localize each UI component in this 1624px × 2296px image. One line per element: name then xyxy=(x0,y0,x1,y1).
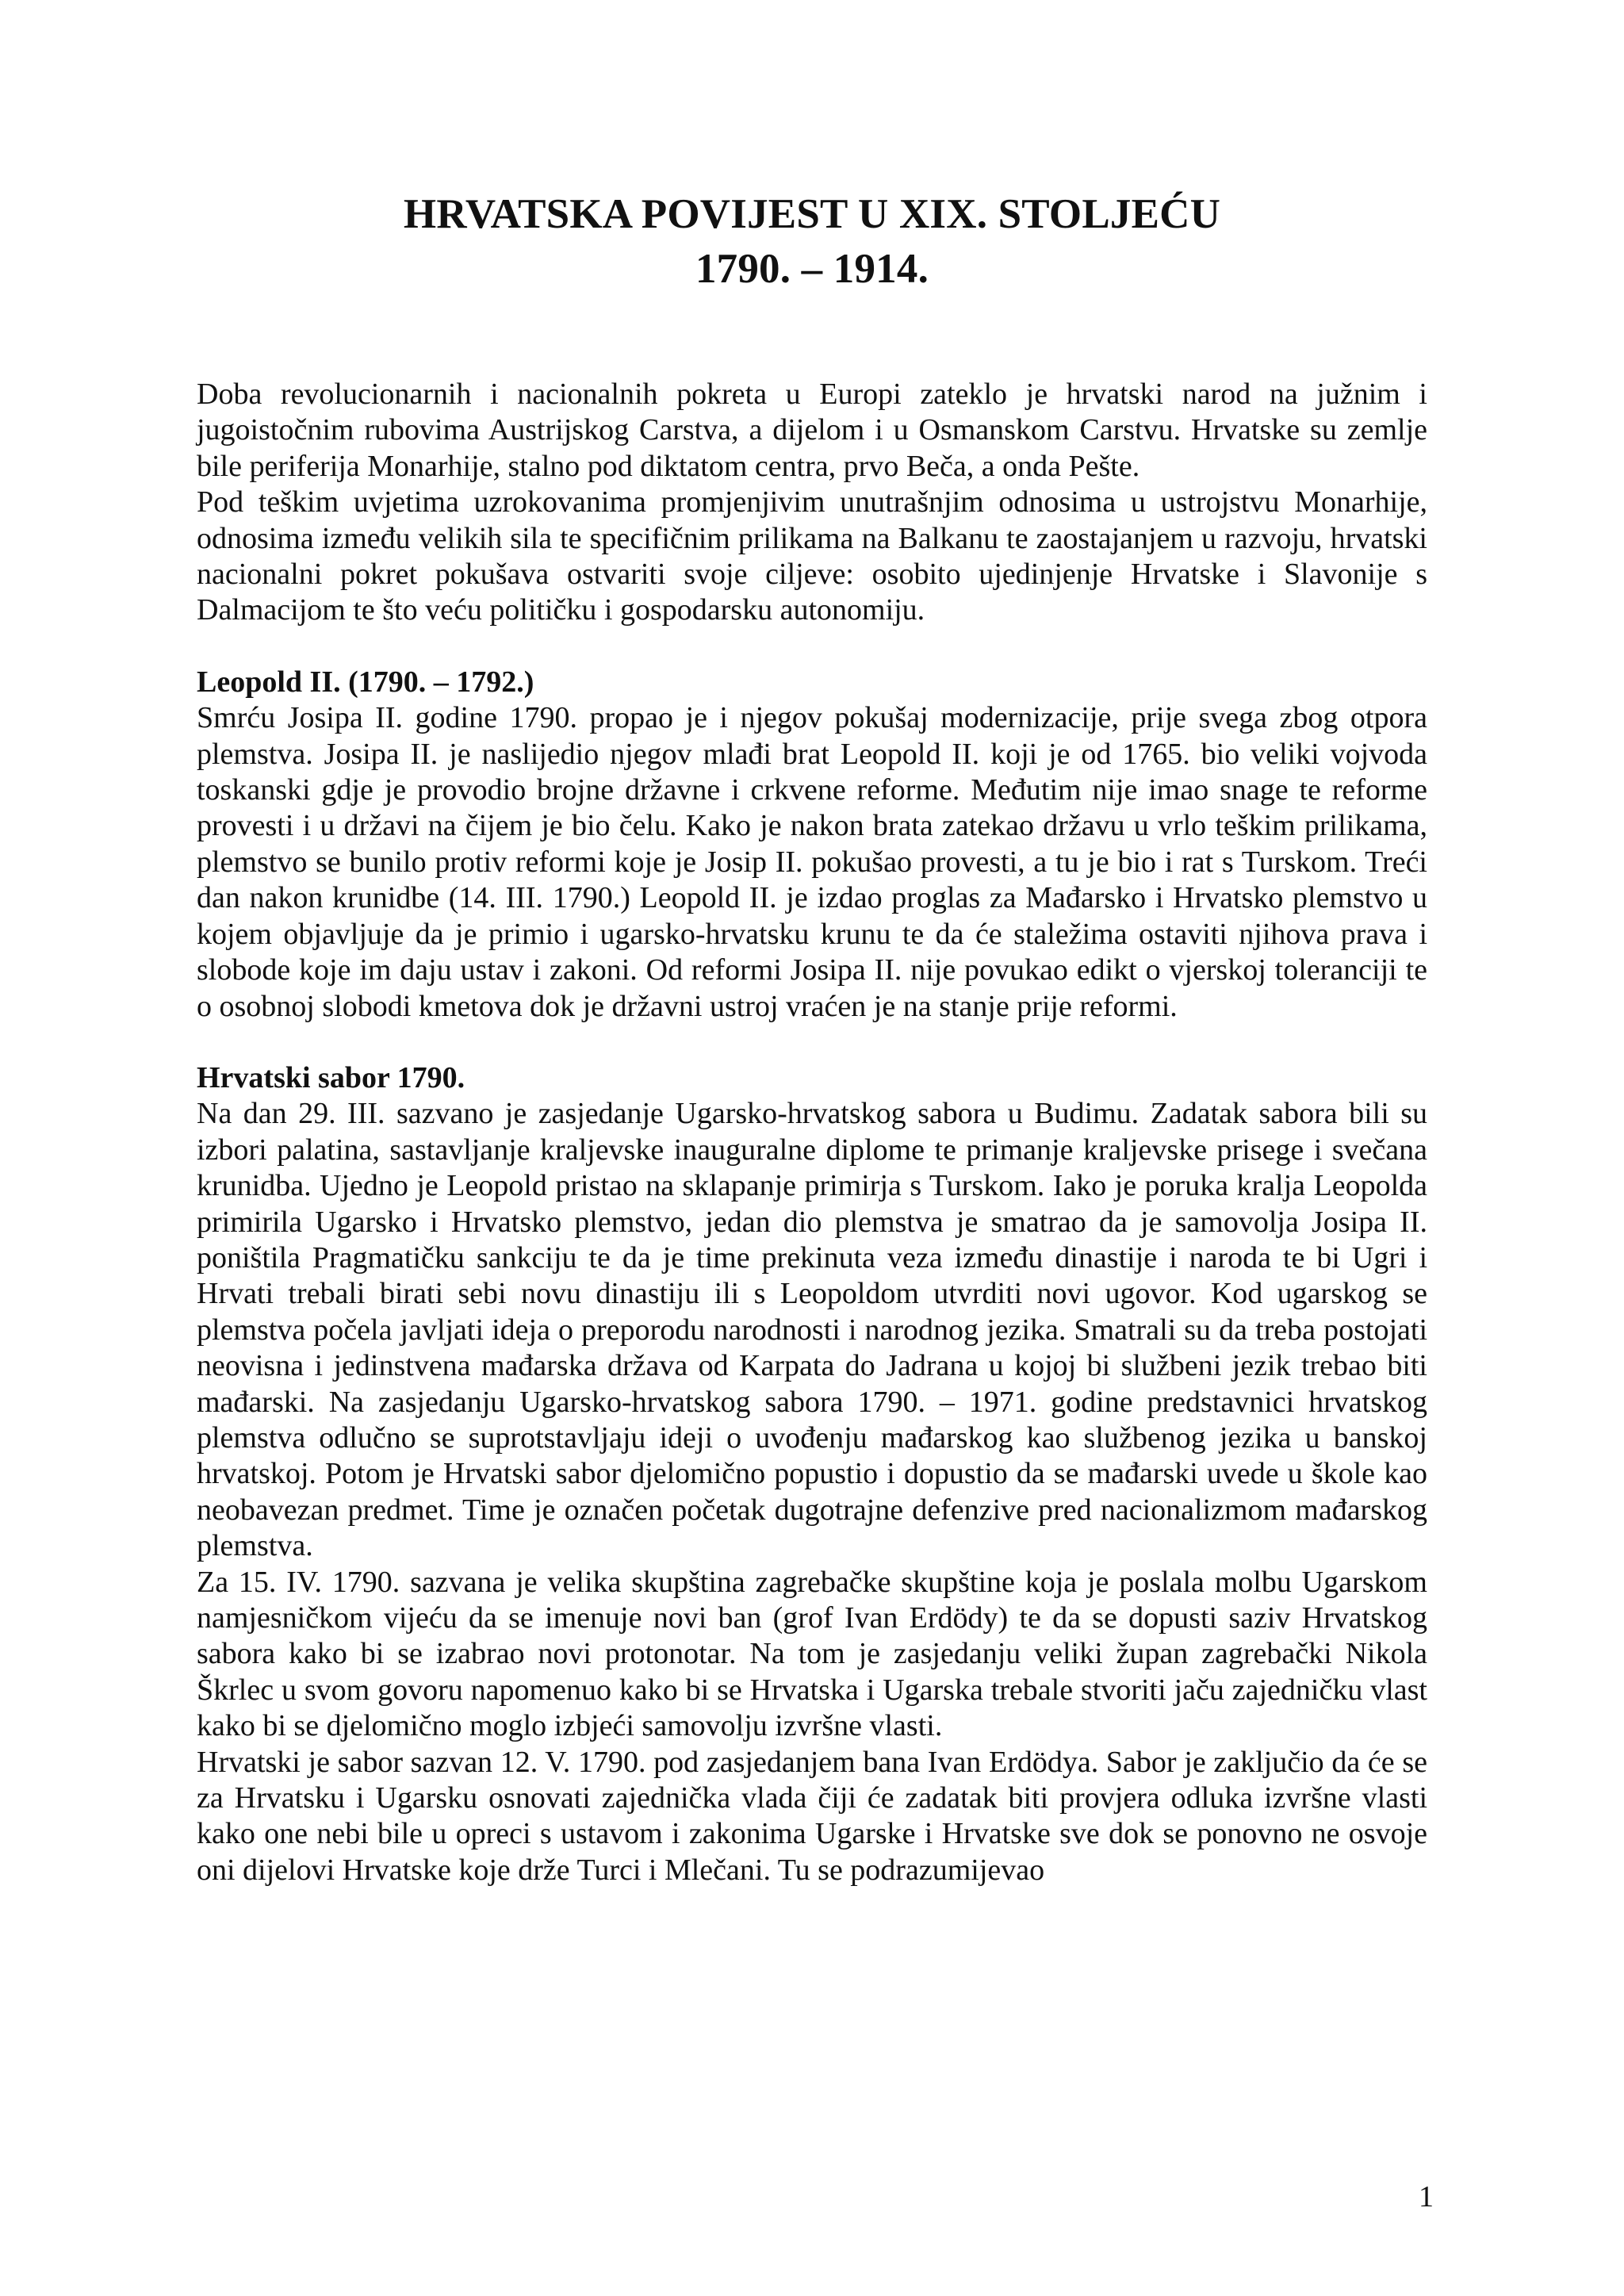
section-sabor-paragraph-3: Hrvatski je sabor sazvan 12. V. 1790. pod zasjedanjem bana Ivan Erdödya. Sabor je zaključio da će se za Hrvatsku i Ugarsku osnovati zajednička vlada čiji će zadatak biti provjera odluka izvršne vlasti kako one nebi bile u opreci s ustavom i zakonima Ugarske i Hrvatske sve dok se ponovno ne osvoje oni dijelovi Hrvatske koje drže Turci i Mlečani. Tu se podrazumijevao xyxy=(197,1745,1427,1887)
spacer xyxy=(197,629,1427,665)
document-title xyxy=(197,187,1427,297)
title-line-1: HRVATSKA POVIJEST U XIX. STOLJEĆU xyxy=(403,191,1221,237)
document-body xyxy=(197,377,1427,1888)
intro-paragraph-1: Doba revolucionarnih i nacionalnih pokreta u Europi zateklo je hrvatski narod na južnim i jugoistočnim rubovima Austrijskog Carstva, a dijelom i u Osmanskom Carstvu. Hrvatske su zemlje bile periferija Monarhije, stalno pod diktatom centra, prvo Beča, a onda Pešte. xyxy=(197,378,1427,483)
section-heading-sabor: Hrvatski sabor 1790. xyxy=(197,1060,465,1094)
title-line-2: 1790. – 1914. xyxy=(695,246,929,292)
section-sabor-paragraph-1: Na dan 29. III. sazvano je zasjedanje Ugarsko-hrvatskog sabora u Budimu. Zadatak sabora bili su izbori palatina, sastavljanje kraljevske inauguralne diplome te primanje kraljevske prisege i svečana krunidba. Ujedno je Leopold pristao na sklapanje primirja s Turskom. Iako je poruka kralja Leopolda primirila Ugarsko i Hrvatsko plemstvo, jedan dio plemstva je smatrao da je samovolja Josipa II. poništila Pragmatičku sankciju te da je time prekinuta veza između dinastije i naroda te bi Ugri i Hrvati trebali birati sebi novu dinastiju ili s Leopoldom utvrditi novi ugovor. Kod ugarskog se plemstva počela javljati ideja o preporodu narodnosti i narodnog jezika. Smatrali su da treba postojati neovisna i jedinstvena mađarska država od Karpata do Jadrana u kojoj bi službeni jezik trebao biti mađarski. Na zasjedanju Ugarsko-hrvatskog sabora 1790. – 1971. godine predstavnici hrvatskog plemstva odlučno se suprotstavljaju ideji o uvođenju mađarskog kao službenog jezika u banskoj hrvatskoj. Potom je Hrvatski sabor djelomično popustio i dopustio da se mađarski uvede u škole kao neobavezan predmet. Time je označen početak dugotrajne defenzive pred nacionalizmom mađarskog plemstva. xyxy=(197,1097,1427,1563)
section-heading-leopold: Leopold II. (1790. – 1792.) xyxy=(197,665,534,699)
spacer xyxy=(197,1025,1427,1060)
intro-paragraph-2: Pod teškim uvjetima uzrokovanima promjenjivim unutrašnjim odnosima u ustrojstvu Monarhije, odnosima između velikih sila te specifičnim prilikama na Balkanu te zaostajanjem u razvoju, hrvatski nacionalni pokret pokušava ostvariti svoje ciljeve: osobito ujedinjenje Hrvatske i Slavonije s Dalmacijom te što veću političku i gospodarsku autonomiju. xyxy=(197,485,1427,627)
section-leopold-paragraph-1: Smrću Josipa II. godine 1790. propao je i njegov pokušaj modernizacije, prije svega zbog otpora plemstva. Josipa II. je naslijedio njegov mlađi brat Leopold II. koji je od 1765. bio veliki vojvoda toskanski gdje je provodio brojne državne i crkvene reforme. Međutim nije imao snage te reforme provesti i u državi na čijem je bio čelu. Kako je nakon brata zatekao državu u vrlo teškim prilikama, plemstvo se bunilo protiv reformi koje je Josip II. pokušao provesti, a tu je bio i rat s Turskom. Treći dan nakon krunidbe (14. III. 1790.) Leopold II. je izdao proglas za Mađarsko i Hrvatsko plemstvo u kojem objavljuje da je primio i ugarsko-hrvatsku krunu te da će staležima ostaviti njihova prava i slobode koje im daju ustav i zakoni. Od reformi Josipa II. nije povukao edikt o vjerskoj toleranciji te o osobnoj slobodi kmetova dok je državni ustroj vraćen je na stanje prije reformi. xyxy=(197,701,1427,1023)
page-number: 1 xyxy=(1419,2180,1434,2214)
section-sabor-paragraph-2: Za 15. IV. 1790. sazvana je velika skupština zagrebačke skupštine koja je poslala molbu Ugarskom namjesničkom vijeću da se imenuje novi ban (grof Ivan Erdödy) te da se dopusti saziv Hrvatskog sabora kako bi se izabrao novi protonotar. Na tom je zasjedanju veliki župan zagrebački Nikola Škrlec u svom govoru napomenuo kako bi se Hrvatska i Ugarska trebale stvoriti jaču zajedničku vlast kako bi se djelomično moglo izbjeći samovolju izvršne vlasti. xyxy=(197,1565,1427,1743)
